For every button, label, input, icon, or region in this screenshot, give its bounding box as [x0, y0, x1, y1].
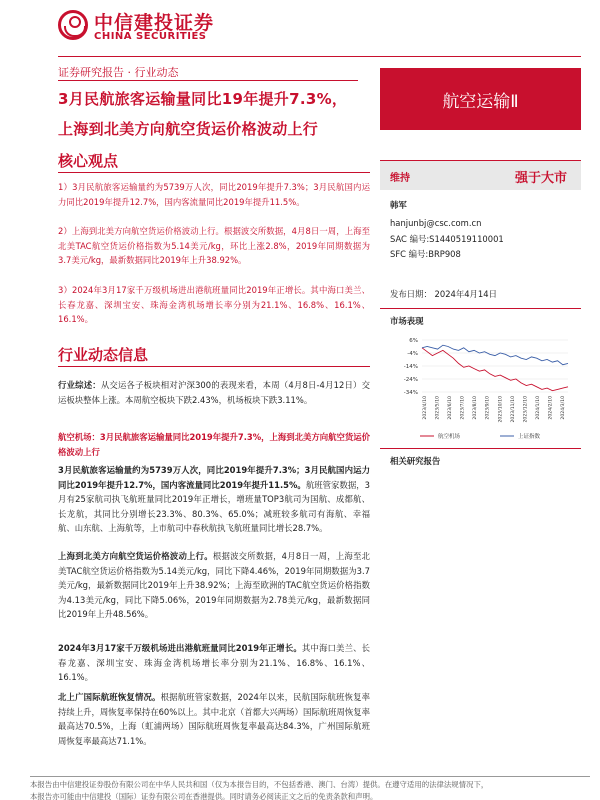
- publish-date: 发布日期： 2024年4月14日: [390, 289, 497, 299]
- chart-y-tick: -4%: [407, 351, 418, 357]
- rating-bar: [380, 160, 581, 190]
- legend-label: 上证指数: [518, 434, 541, 440]
- related-heading: 相关研究报告: [390, 456, 441, 466]
- legend-label: 航空机场: [438, 434, 461, 440]
- chart-x-tick: 2023/4/10: [423, 396, 428, 420]
- industry-divider: [58, 366, 370, 367]
- cargo-paragraph: [58, 549, 370, 622]
- market-chart: [380, 332, 581, 447]
- overview-label: 行业综述：: [58, 380, 101, 390]
- chart-x-tick: 2024/2/10: [548, 396, 554, 420]
- industry-banner: 航空运输Ⅱ: [380, 68, 581, 130]
- logo-emblem-icon: [58, 10, 88, 40]
- analyst-sac: SAC 编号:S1440519110001: [390, 234, 504, 244]
- chart-y-tick: -34%: [403, 390, 418, 396]
- report-title-line2: 上海到北美方向航空货运价格波动上行: [58, 120, 319, 138]
- chart-y-tick: -14%: [403, 364, 418, 370]
- market-chart-svg: [380, 332, 581, 447]
- airport-lead: 2024年3月17家千万级机场进出港航班量同比2019年正增长。: [58, 643, 302, 653]
- intl-lead: 北上广国际航班恢复情况。: [58, 692, 161, 702]
- chart-x-tick: 2023/6/10: [448, 396, 454, 420]
- market-divider: [380, 308, 581, 309]
- passenger-text: 航班管家数据，3月有25家航司执飞航班量同比2019年正增长，增班量TOP3航司为国航、成都航、长龙航，其同比分别增长23.3%、80.3%、65.0%；减班较多航司有海航、幸福航、山东航、上海航等，上市航司中春秋航执飞航班量同比增长28.7%。: [58, 479, 370, 533]
- chart-x-tick: 2024/3/10: [561, 396, 566, 420]
- rating-value: 强于大市: [514, 171, 567, 186]
- analyst-name: 韩军: [390, 200, 407, 210]
- airport-text: 其中海口美兰、长春龙嘉、深圳宝安、珠海金湾机场增长率分别为21.1%、16.8%、16.1%、16.1%。: [58, 643, 371, 682]
- cargo-lead: 上海到北美方向航空货运价格波动上行。: [58, 551, 213, 561]
- disclaimer-line1: 本报告由中信建投证券股份有限公司在中华人民共和国（仅为本报告目的，不包括香港、澳门、台湾）提供。在遵守适用的法律法规情况下，: [30, 780, 489, 789]
- related-divider: [380, 448, 581, 449]
- logo-name-en: CHINA SECURITIES: [94, 31, 207, 42]
- chart-x-tick: 2023/8/10: [473, 396, 479, 420]
- airline-lead: 航空机场：3月民航旅客运输量同比2019年提升7.3%，上海到北美方向航空货运价格波动上行: [58, 432, 370, 457]
- intl-text: 根据航班管家数据，2024年以来，民航国际航班恢复率持续上升，周恢复率保持在60%以上。其中北京（首都大兴两场）国际航班周恢复率最高达70.5%，上海（虹浦两场）国际航班周恢复率最高达84.3%，广州国际航班周恢复率最高达71.1%。: [58, 692, 371, 746]
- report-title-line1: 3月民航旅客运输量同比19年提升7.3%，: [58, 90, 348, 108]
- analyst-sfc: SFC 编号:BRP908: [390, 249, 461, 259]
- intl-paragraph: [58, 690, 370, 748]
- footer-divider: [30, 776, 590, 777]
- industry-overview: [58, 378, 370, 407]
- rating-action: 维持: [390, 173, 410, 184]
- chart-x-tick: 2023/7/10: [460, 396, 466, 420]
- core-point-3: 3）2024年3月17家千万级机场进出港航班量同比2019年正增长。其中海口美兰、长春龙嘉、深圳宝安、珠海金湾机场增长率分别为21.1%、16.8%、16.1%、16.1%。: [58, 285, 370, 324]
- core-point-2: 2）上海到北美方向航空货运价格波动上行。根据波交所数据，4月8日一周，上海至北美TAC航空货运价格指数为5.14美元/kg，环比上涨2.8%，2019年同期数据为3.7美元/kg，最新数据同比2019年上升38.92%。: [58, 226, 370, 265]
- overview-text: 从交运各子板块相对沪深300的表现来看，本周（4月8日-4月12日）交运板块整体上涨。本周航空板块下跌2.43%，机场板块下跌3.11%。: [58, 380, 371, 405]
- chart-y-tick: -24%: [403, 377, 418, 383]
- passenger-paragraph: [58, 463, 370, 536]
- analyst-email: hanjunbj@csc.com.cn: [390, 218, 482, 228]
- airport-paragraph: [58, 641, 370, 685]
- core-view-heading: 核心观点: [58, 152, 119, 170]
- cargo-text: 根据波交所数据，4月8日一周，上海至北美TAC航空货运价格指数为5.14美元/kg，同比下降4.46%，2019年同期数据为3.7美元/kg，最新数据同比2019年上升38.92%；上海至欧洲的TAC航空货运价格指数为4.13美元/kg，同比下降5.06%，2019年同期数据为2.78美元/kg，最新数据同比2019年上升48.56%。: [58, 551, 370, 619]
- chart-x-tick: 2023/10/10: [498, 396, 504, 423]
- industry-heading: 行业动态信息: [58, 346, 149, 364]
- chart-x-tick: 2023/5/10: [435, 396, 441, 420]
- core-view-divider: [58, 172, 370, 173]
- disclaimer-line2: 本报告亦可能由中信建投（国际）证券有限公司在香港提供。同时请务必阅读正文之后的免责条款和声明。: [30, 792, 378, 800]
- core-point-1: 1）3月民航旅客运输量约为5739万人次，同比2019年提升7.3%；3月民航国内运力同比2019年提升12.7%，国内客流量同比2019年提升11.5%。: [58, 182, 370, 207]
- chart-y-tick: 6%: [409, 338, 418, 344]
- chart-series-line-1: [422, 348, 568, 391]
- chart-x-tick: 2024/1/10: [535, 396, 541, 420]
- header-divider: [58, 56, 581, 57]
- chart-series-line-2: [422, 345, 568, 365]
- chart-x-tick: 2023/12/10: [523, 396, 529, 423]
- report-type: 证券研究报告 · 行业动态: [58, 66, 179, 79]
- chart-x-tick: 2023/9/10: [485, 396, 491, 420]
- company-logo: [58, 8, 218, 48]
- market-heading: 市场表现: [390, 316, 424, 326]
- chart-x-tick: 2023/11/10: [510, 396, 516, 423]
- logo-name-cn: 中信建投证券: [94, 12, 215, 34]
- passenger-lead: 3月民航旅客运输量约为5739万人次，同比2019年提升7.3%；3月民航国内运力同比2019年提升12.7%，国内客流量同比2019年提升11.5%。: [58, 465, 370, 490]
- kicker-divider: [58, 80, 358, 81]
